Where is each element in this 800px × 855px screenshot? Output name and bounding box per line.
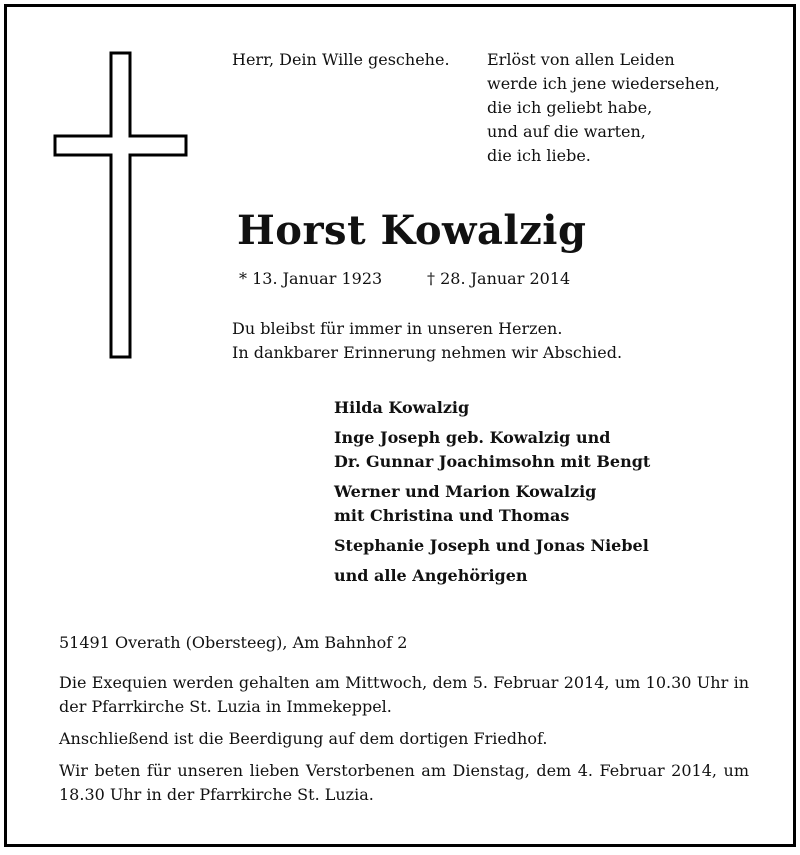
family-member: Inge Joseph geb. Kowalzig und: [334, 428, 611, 447]
family-member: Stephanie Joseph und Jonas Niebel: [334, 536, 649, 555]
farewell-line: Du bleibst für immer in unseren Herzen.: [232, 319, 563, 338]
death-date: † 28. Januar 2014: [427, 269, 571, 288]
poem-line: werde ich jene wiedersehen,: [487, 74, 720, 93]
farewell: [232, 317, 622, 365]
prayer-line: Herr, Dein Wille geschehe.: [232, 50, 450, 69]
family-member: und alle Angehörigen: [334, 566, 528, 585]
family-member: mit Christina und Thomas: [334, 506, 570, 525]
family-group: [334, 480, 650, 528]
poem: [487, 48, 720, 168]
address: 51491 Overath (Obersteeg), Am Bahnhof 2: [59, 633, 408, 652]
poem-line: Erlöst von allen Leiden: [487, 50, 675, 69]
family-group: [334, 534, 650, 558]
poem-line: und auf die warten,: [487, 122, 646, 141]
deceased-name: Horst Kowalzig: [237, 207, 587, 254]
family-member: Hilda Kowalzig: [334, 398, 470, 417]
exequien-info: Die Exequien werden gehalten am Mittwoch, dem 5. Februar 2014, um 10.30 Uhr in der Pfarrkirche St. Luzia in Immekeppel.: [59, 673, 749, 716]
obituary-notice: [4, 4, 796, 847]
farewell-line: In dankbarer Erinnerung nehmen wir Abschied.: [232, 343, 623, 362]
family-group: [334, 396, 650, 420]
poem-line: die ich geliebt habe,: [487, 98, 653, 117]
family-list: [334, 396, 650, 592]
burial-info: Anschließend ist die Beerdigung auf dem dortigen Friedhof.: [59, 729, 548, 748]
family-group: [334, 564, 650, 588]
birth-date: * 13. Januar 1923: [239, 269, 383, 288]
family-group: [334, 426, 650, 474]
prayer-service-info: Wir beten für unseren lieben Verstorbenen am Dienstag, dem 4. Februar 2014, um 18.30 Uhr in der Pfarrkirche St. Luzia.: [59, 761, 749, 804]
poem-line: die ich liebe.: [487, 146, 591, 165]
family-member: Dr. Gunnar Joachimsohn mit Bengt: [334, 452, 651, 471]
family-member: Werner und Marion Kowalzig: [334, 482, 597, 501]
